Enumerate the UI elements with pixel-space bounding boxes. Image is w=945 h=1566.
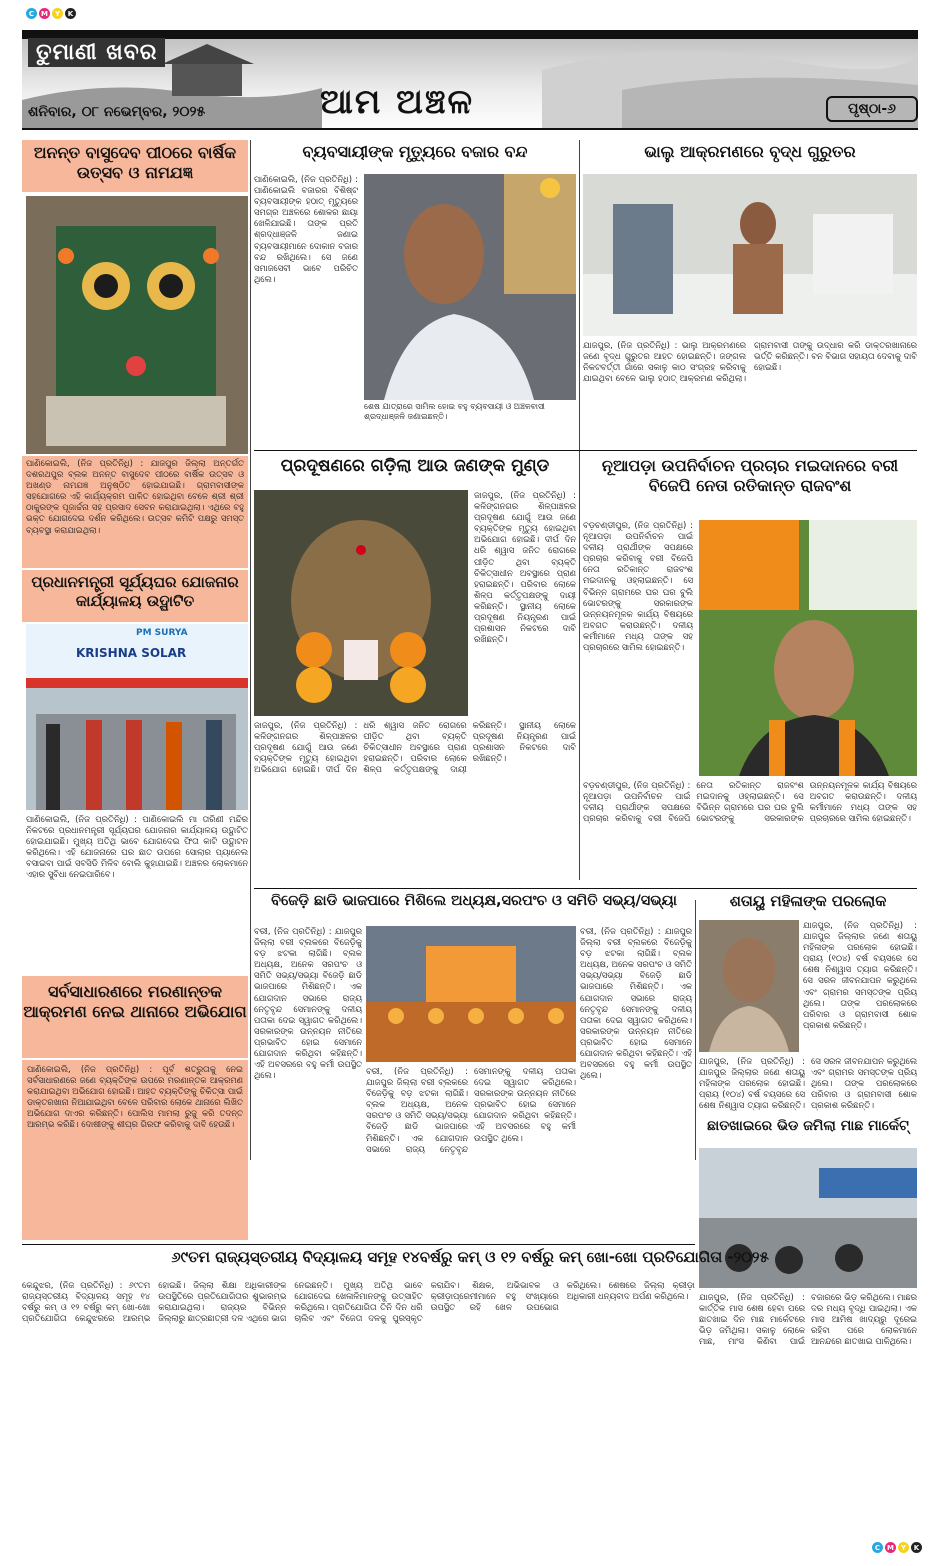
story11-headline: ୬୯ତମ ରାଜ୍ୟସ୍ତରୀୟ ବିଦ୍ୟାଳୟ ସମୂହ ୧୪ବର୍ଷରୁ କମ୍ ଓ ୧୨ ବର୍ଷରୁ କମ୍ ଖୋ-ଖୋ ପ୍ରତିଯୋଗିତା -୨୦୨୫: [171, 1248, 769, 1266]
story8-headline: ବିଜେଡ଼ି ଛାଡି ଭାଜପାରେ ମିଶିଲେ ଅଧ୍ୟକ୍ଷ,ସରପଂଚ ଓ ସମିତି ସଭ୍ୟ/ସଭ୍ୟା: [271, 893, 677, 909]
story7-body-col1: ବଡ଼ଚଣ୍ଡୀପୁର, (ନିଜ ପ୍ରତିନିଧି) : ନୂଆପଡ଼ା ଉପନିର୍ବାଚନ ପାଇଁ ଦଳୀୟ ପ୍ରାର୍ଥୀଙ୍କ ସପକ୍ଷରେ ପ୍ରଚାର କରିବାକୁ ବରୀ ବିଜେପି ନେତା ରତିକାନ୍ତ ରାଜବଂଶ ମଇଦାନକୁ ଓହ୍ଲାଇଛନ୍ତି। ସେ ବିଭିନ୍ନ ଗ୍ରାମରେ ଘର ଘର ବୁଲି ଭୋଟରଙ୍କୁ ସରକାରଙ୍କ ଉନ୍ନୟନମୂଳକ କାର୍ଯ୍ୟ ବିଷୟରେ ଅବଗତ କରାଉଛନ୍ତି। ଦଳୀୟ କର୍ମୀମାନେ ମଧ୍ୟ ତାଙ୍କ ସହ ପ୍ରଚାରରେ ସାମିଲ ହୋଇଛନ୍ତି।: [583, 520, 693, 653]
story7-headline: ନୂଆପଡ଼ା ଉପନିର୍ବାଚନ ପ୍ରଚାର ମଇଦାନରେ ବରୀ ବିଜେପି ନେତା ରତିକାନ୍ତ ରାଜବଂଶ: [601, 456, 899, 495]
story9-body-col2: ଯାଜପୁର, (ନିଜ ପ୍ରତିନିଧି) : ଯାଜପୁର ଜିଲ୍ଲାର ଜଣେ ଶତାୟୁ ମହିଳାଙ୍କ ପରଲୋକ ହୋଇଛି। ପ୍ରାୟ (୧୦୪) ବର୍ଷ ବୟସରେ ସେ ଶେଷ ନିଶ୍ୱାସ ତ୍ୟାଗ କରିଛନ୍ତି। ସେ ସରଳ ଜୀବନଯାପନ କରୁଥିଲେ ଏବଂ ଗ୍ରାମର ସମସ୍ତଙ୍କ ପ୍ରିୟ ଥିଲେ। ତାଙ୍କ ପରଲୋକରେ ପରିବାର ଓ ଗ୍ରାମବାସୀ ଶୋକ ପ୍ରକାଶ କରିଛନ୍ତି।: [803, 920, 917, 1030]
story8-body: ବରୀ, (ନିଜ ପ୍ରତିନିଧି) : ଯାଜପୁର ଜିଲ୍ଲା ବରୀ ବ୍ଲକରେ ବିଜେଡ଼ିକୁ ବଡ଼ ଝଟକା ଲାଗିଛି। ବ୍ଲକ ଅଧ୍ୟକ୍ଷ, ଅନେକ ସରପଂଚ ଓ ସମିତି ସଭ୍ୟ/ସଭ୍ୟା ବିଜେଡ଼ି ଛାଡି ଭାଜପାରେ ମିଶିଛନ୍ତି। ଏକ ଯୋଗଦାନ ସଭାରେ ରାଜ୍ୟ ନେତୃବୃନ୍ଦ ସେମାନଙ୍କୁ ଦଳୀୟ ପତାକା ଦେଇ ସ୍ୱାଗତ କରିଥିଲେ। ସରକାରଙ୍କ ଉନ୍ନୟନ ନୀତିରେ ପ୍ରଭାବିତ ହୋଇ ସେମାନେ ଯୋଗଦାନ କରିଥିବା କହିଛନ୍ତି। ଏହି ଅବସରରେ ବହୁ କର୍ମୀ ଉପସ୍ଥିତ ଥିଲେ।: [366, 1066, 576, 1154]
story5-body: ଯାଜପୁର, (ନିଜ ପ୍ରତିନିଧି) : ଭାଲୁ ଆକ୍ରମଣରେ ଜଣେ ବୃଦ୍ଧ ଗୁରୁତର ଆହତ ହୋଇଛନ୍ତି। ଜଙ୍ଗଲ ନିକଟବର୍ତ୍ତୀ ଗାଁରେ ସକାଳୁ କାଠ ସଂଗ୍ରହ କରିବାକୁ ଯାଇଥିବା ବେଳେ ଭାଲୁ ହଠାତ୍ ଆକ୍ରମଣ କରିଥିଲା। ଗ୍ରାମବାସୀ ତାଙ୍କୁ ଉଦ୍ଧାର କରି ଡାକ୍ତରଖାନାରେ ଭର୍ତ୍ତି କରିଛନ୍ତି। ବନ ବିଭାଗ ସହାୟତା ଦେବାକୁ ଦାବି ହୋଇଛି।: [583, 340, 917, 384]
cmyk-marks-top: [26, 8, 76, 19]
story7-body: ବଡ଼ଚଣ୍ଡୀପୁର, (ନିଜ ପ୍ରତିନିଧି) : ନୂଆପଡ଼ା ଉପନିର୍ବାଚନ ପାଇଁ ଦଳୀୟ ପ୍ରାର୍ଥୀଙ୍କ ସପକ୍ଷରେ ପ୍ରଚାର କରିବାକୁ ବରୀ ବିଜେପି ନେତା ରତିକାନ୍ତ ରାଜବଂଶ ମଇଦାନକୁ ଓହ୍ଲାଇଛନ୍ତି। ସେ ବିଭିନ୍ନ ଗ୍ରାମରେ ଘର ଘର ବୁଲି ଭୋଟରଙ୍କୁ ସରକାରଙ୍କ ଉନ୍ନୟନମୂଳକ କାର୍ଯ୍ୟ ବିଷୟରେ ଅବଗତ କରାଉଛନ୍ତି। ଦଳୀୟ କର୍ମୀମାନେ ମଧ୍ୟ ତାଙ୍କ ସହ ପ୍ରଚାରରେ ସାମିଲ ହୋଇଛନ୍ତି।: [583, 780, 917, 824]
story3-headline: ସର୍ବସାଧାରଣରେ ମରଣାନ୍ତକ ଆକ୍ରମଣ ନେଇ ଥାନାରେ ଅଭିଯୋଗ: [22, 976, 248, 1058]
newspaper-title: ତୁମାଣୀ ଖବର: [28, 38, 165, 67]
story1-body: ପାଣିକୋଇଲି, (ନିଜ ପ୍ରତିନିଧି) : ଯାଜପୁର ଜିଲ୍ଲା ଅନ୍ତର୍ଗତ ଦଶରଥପୁର ବ୍ଲକ ଅନନ୍ତ ବାସୁଦେବ ପୀଠରେ ବାର୍ଷିକ ଉତ୍ସବ ଓ ଅଖଣ୍ଡ ନାମଯଜ୍ଞ ଅନୁଷ୍ଠିତ ହୋଇଯାଇଛି। ଗ୍ରାମବାସୀଙ୍କ ସହଯୋଗରେ ଏହି କାର୍ଯ୍ୟକ୍ରମ ପାଳିତ ହୋଇଥିବା ବେଳେ ଶ୍ରୀ ଶ୍ରୀ ଠାକୁରଙ୍କ ପୂଜାର୍ଚ୍ଚନା ସହ ପ୍ରସାଦ ସେବନ କରାଯାଇଥିଲା। ଏଥିରେ ବହୁ ଭକ୍ତ ଯୋଗଦେଇ ଦର୍ଶନ କରିଥିଲେ। ଉତ୍ସବ କମିଟି ପକ୍ଷରୁ ସମସ୍ତ ବ୍ୟବସ୍ଥା କରାଯାଇଥିଲା।: [22, 456, 248, 568]
story8-body-col3: ବରୀ, (ନିଜ ପ୍ରତିନିଧି) : ଯାଜପୁର ଜିଲ୍ଲା ବରୀ ବ୍ଲକରେ ବିଜେଡ଼ିକୁ ବଡ଼ ଝଟକା ଲାଗିଛି। ବ୍ଲକ ଅଧ୍ୟକ୍ଷ, ଅନେକ ସରପଂଚ ଓ ସମିତି ସଭ୍ୟ/ସଭ୍ୟା ବିଜେଡ଼ି ଛାଡି ଭାଜପାରେ ମିଶିଛନ୍ତି। ଏକ ଯୋଗଦାନ ସଭାରେ ରାଜ୍ୟ ନେତୃବୃନ୍ଦ ସେମାନଙ୍କୁ ଦଳୀୟ ପତାକା ଦେଇ ସ୍ୱାଗତ କରିଥିଲେ। ସରକାରଙ୍କ ଉନ୍ନୟନ ନୀତିରେ ପ୍ରଭାବିତ ହୋଇ ସେମାନେ ଯୋଗଦାନ କରିଥିବା କହିଛନ୍ତି। ଏହି ଅବସରରେ ବହୁ କର୍ମୀ ଉପସ୍ଥିତ ଥିଲେ।: [580, 926, 692, 1081]
story8-photo: [366, 926, 576, 1062]
cmyk-y: Y: [52, 8, 63, 19]
cmyk-y: Y: [898, 1542, 909, 1553]
story4-headline: ବ୍ୟବସାୟୀଙ୍କ ମୃତ୍ୟୁରେ ବଜାର ବନ୍ଦ: [302, 142, 528, 161]
story6-headline: ପ୍ରଦୂଷଣରେ ଗଡ଼ିଲା ଆଉ ଜଣଙ୍କ ମୁଣ୍ଡ: [280, 456, 550, 476]
story9-headline: ଶତାୟୁ ମହିଳାଙ୍କ ପରଲୋକ: [729, 892, 887, 910]
story6-photo: [254, 490, 468, 716]
column-rule: [695, 900, 696, 1160]
story2-body: ପାଣିକୋଇଲି, (ନିଜ ପ୍ରତିନିଧି) : ପାଣିକୋଇଲି ମା ତାରିଣୀ ମନ୍ଦିର ନିକଟରେ ପ୍ରଧାନମନ୍ତ୍ରୀ ସୂର୍ଯ୍ୟଘର ଯୋଜନାର କାର୍ଯ୍ୟାଳୟ ଉଦ୍ଘାଟିତ ହୋଇଯାଇଛି। ମୁଖ୍ୟ ଅତିଥି ଭାବେ ଯୋଗଦେଇ ଫିତା କାଟି ଉଦ୍ଘାଟନ କରିଥିଲେ। ଏହି ଯୋଜନାରେ ଘର ଛାତ ଉପରେ ସୋଲାର ପ୍ୟାନେଲ ବସାଇବା ପାଇଁ ସବସିଡି ମିଳିବ ବୋଲି କୁହାଯାଇଛି। ଅଞ୍ଚଳର ଲୋକମାନେ ଏହାର ସୁବିଧା ନେଇପାରିବେ।: [26, 814, 248, 880]
issue-date: ଶନିବାର, ୦୮ ନଭେମ୍ବର, ୨୦୨୫: [28, 104, 206, 120]
row-divider: [22, 1244, 695, 1245]
story2-photo: [26, 624, 248, 810]
story7-photo: [699, 520, 917, 776]
row-divider: [254, 888, 917, 889]
column-rule: [250, 140, 251, 1160]
cmyk-c: C: [872, 1542, 883, 1553]
story1-photo: [26, 196, 248, 454]
story10-body: ଯାଜପୁର, (ନିଜ ପ୍ରତିନିଧି) : କାର୍ତ୍ତିକ ମାସ ଶେଷ ହେବା ପରେ ଛାତଖାଇ ଦିନ ମାଛ ମାର୍କେଟରେ ଭିଡ଼ ଜମିଥିଲା। ସକାଳୁ ଲୋକେ ମାଛ, ମାଂସ କିଣିବା ପାଇଁ ବଜାରରେ ଭିଡ଼ କରିଥିଲେ। ମାଛର ଦର ମଧ୍ୟ ବୃଦ୍ଧି ପାଇଥିଲା। ଏକ ମାସ ଆମିଷ ଖାଦ୍ୟରୁ ଦୂରେଇ ରହିବା ପରେ ଲୋକମାନେ ଆନନ୍ଦରେ ଛାତଖାଇ ପାଳିଥିଲେ।: [699, 1292, 917, 1347]
story1-headline: ଅନନ୍ତ ବାସୁଦେବ ପୀଠରେ ବାର୍ଷିକ ଉତ୍ସବ ଓ ନାମଯଜ୍ଞ: [22, 140, 248, 192]
story9-body: ଯାଜପୁର, (ନିଜ ପ୍ରତିନିଧି) : ଯାଜପୁର ଜିଲ୍ଲାର ଜଣେ ଶତାୟୁ ମହିଳାଙ୍କ ପରଲୋକ ହୋଇଛି। ପ୍ରାୟ (୧୦୪) ବର୍ଷ ବୟସରେ ସେ ଶେଷ ନିଶ୍ୱାସ ତ୍ୟାଗ କରିଛନ୍ତି। ସେ ସରଳ ଜୀବନଯାପନ କରୁଥିଲେ ଏବଂ ଗ୍ରାମର ସମସ୍ତଙ୍କ ପ୍ରିୟ ଥିଲେ। ତାଙ୍କ ପରଲୋକରେ ପରିବାର ଓ ଗ୍ରାମବାସୀ ଶୋକ ପ୍ରକାଶ କରିଛନ୍ତି।: [699, 1056, 917, 1111]
banner-text-1: PM SURYA: [136, 628, 188, 638]
story10-headline: ଛାତଖାଇରେ ଭିଡ ଜମିଲା ମାଛ ମାର୍କେଟ୍: [707, 1118, 909, 1134]
cmyk-marks-bottom: [872, 1542, 922, 1553]
banner-text-2: KRISHNA SOLAR: [76, 646, 187, 660]
story6-body: ଜାଜପୁର, (ନିଜ ପ୍ରତିନିଧି) : କଳିଙ୍ଗନଗର ଶିଳ୍ପାଞ୍ଚଳର ପ୍ରଦୂଷଣ ଯୋଗୁଁ ଆଉ ଜଣେ ବ୍ୟକ୍ତିଙ୍କ ମୃତ୍ୟୁ ହୋଇଥିବା ଅଭିଯୋଗ ହୋଇଛି। ଦୀର୍ଘ ଦିନ ଧରି ଶ୍ୱାସ ଜନିତ ରୋଗରେ ପୀଡ଼ିତ ଥିବା ବ୍ୟକ୍ତି ଚିକିତ୍ସାଧୀନ ଅବସ୍ଥାରେ ପ୍ରାଣ ହରାଇଛନ୍ତି। ପରିବାର ଲୋକେ ଶିଳ୍ପ କର୍ତ୍ତୃପକ୍ଷଙ୍କୁ ଦାୟୀ କରିଛନ୍ତି। ସ୍ଥାନୀୟ ଲୋକେ ପ୍ରଦୂଷଣ ନିୟନ୍ତ୍ରଣ ପାଇଁ ପ୍ରଶାସନ ନିକଟରେ ଦାବି ରଖିଛନ୍ତି।: [254, 720, 576, 775]
cmyk-k: K: [911, 1542, 922, 1553]
story4-photo: [364, 174, 576, 400]
column-rule: [579, 140, 580, 880]
story4-body: ପାଣିକୋଇଲି, (ନିଜ ପ୍ରତିନିଧି) : ପାଣିକୋଇଲି ବଜାରର ବିଶିଷ୍ଟ ବ୍ୟବସାୟୀଙ୍କ ହଠାତ୍ ମୃତ୍ୟୁରେ ସମଗ୍ର ଅଞ୍ଚଳରେ ଶୋକର ଛାୟା ଖେଳିଯାଇଛି। ତାଙ୍କ ପ୍ରତି ଶ୍ରଦ୍ଧାଞ୍ଜଳି ଜଣାଇ ବ୍ୟବସାୟୀମାନେ ଦୋକାନ ବଜାର ବନ୍ଦ ରଖିଥିଲେ। ସେ ଜଣେ ସମାଜସେବୀ ଭାବେ ପରିଚିତ ଥିଲେ।: [254, 174, 358, 284]
story5-photo: [583, 174, 917, 336]
story2-headline: ପ୍ରଧାନମନ୍ତ୍ରୀ ସୂର୍ଯ୍ୟଘର ଯୋଜନାର କାର୍ଯ୍ୟାଳୟ ଉଦ୍ଘାଟିତ: [22, 570, 248, 622]
story6-body-col1: ଜାଜପୁର, (ନିଜ ପ୍ରତିନିଧି) : କଳିଙ୍ଗନଗର ଶିଳ୍ପାଞ୍ଚଳର ପ୍ରଦୂଷଣ ଯୋଗୁଁ ଆଉ ଜଣେ ବ୍ୟକ୍ତିଙ୍କ ମୃତ୍ୟୁ ହୋଇଥିବା ଅଭିଯୋଗ ହୋଇଛି। ଦୀର୍ଘ ଦିନ ଧରି ଶ୍ୱାସ ଜନିତ ରୋଗରେ ପୀଡ଼ିତ ଥିବା ବ୍ୟକ୍ତି ଚିକିତ୍ସାଧୀନ ଅବସ୍ଥାରେ ପ୍ରାଣ ହରାଇଛନ୍ତି। ପରିବାର ଲୋକେ ଶିଳ୍ପ କର୍ତ୍ତୃପକ୍ଷଙ୍କୁ ଦାୟୀ କରିଛନ୍ତି। ସ୍ଥାନୀୟ ଲୋକେ ପ୍ରଦୂଷଣ ନିୟନ୍ତ୍ରଣ ପାଇଁ ପ୍ରଶାସନ ନିକଟରେ ଦାବି ରଖିଛନ୍ତି।: [474, 490, 576, 645]
masthead-divider: [22, 128, 918, 130]
page-number: ପୃଷ୍ଠା-୬: [826, 96, 918, 122]
story5-headline: ଭାଲୁ ଆକ୍ରମଣରେ ବୃଦ୍ଧ ଗୁରୁତର: [644, 142, 856, 161]
story4-caption: ଶେଷ ଯାତ୍ରାରେ ସାମିଲ ହୋଇ ବହୁ ବ୍ୟବସାୟୀ ଓ ଅଞ୍ଚଳବାସୀ ଶ୍ରଦ୍ଧାଞ୍ଜଳି ଜଣାଇଛନ୍ତି।: [364, 402, 545, 422]
row-divider: [254, 450, 917, 451]
story11-body: କେନ୍ଦୁଝର, (ନିଜ ପ୍ରତିନିଧି) : ୬୯ତମ ରାଜ୍ୟସ୍ତରୀୟ ବିଦ୍ୟାଳୟ ସମୂହ ୧୪ ବର୍ଷରୁ କମ୍ ଓ ୧୨ ବର୍ଷରୁ କମ୍ ଖୋ-ଖୋ ପ୍ରତିଯୋଗିତା କେନ୍ଦୁଝରରେ ଆରମ୍ଭ ହୋଇଛି। ଜିଲ୍ଲା ଶିକ୍ଷା ଅଧିକାରୀଙ୍କ ଉପସ୍ଥିତିରେ ପ୍ରତିଯୋଗିତାର ଶୁଭାରମ୍ଭ କରାଯାଇଥିଲା। ରାଜ୍ୟର ବିଭିନ୍ନ ଜିଲ୍ଲାରୁ ଛାତ୍ରଛାତ୍ରୀ ଦଳ ଏଥିରେ ଭାଗ ନେଇଛନ୍ତି। ମୁଖ୍ୟ ଅତିଥି ଭାବେ ଯୋଗଦେଇ ଖେଳାଳିମାନଙ୍କୁ ଉତ୍ସାହିତ କରିଥିଲେ। ପ୍ରତିଯୋଗିତା ତିନି ଦିନ ଧରି ଚାଲିବ ଏବଂ ବିଜେତା ଦଳକୁ ପୁରସ୍କୃତ କରାଯିବ। ଶିକ୍ଷକ, ଅଭିଭାବକ ଓ କ୍ରୀଡ଼ାପ୍ରେମୀମାନେ ବହୁ ସଂଖ୍ୟାରେ ଉପସ୍ଥିତ ରହି ଖେଳ ଉପଭୋଗ କରିଥିଲେ। ଶେଷରେ ଜିଲ୍ଲା କ୍ରୀଡ଼ା ଅଧିକାରୀ ଧନ୍ୟବାଦ ଅର୍ପଣ କରିଥିଲେ।: [22, 1280, 695, 1324]
cmyk-m: M: [885, 1542, 896, 1553]
section-title: ଆମ ଅଞ୍ଚଳ: [320, 82, 475, 122]
cmyk-k: K: [65, 8, 76, 19]
cmyk-m: M: [39, 8, 50, 19]
story9-photo: [699, 920, 799, 1052]
story8-body-col1: ବରୀ, (ନିଜ ପ୍ରତିନିଧି) : ଯାଜପୁର ଜିଲ୍ଲା ବରୀ ବ୍ଲକରେ ବିଜେଡ଼ିକୁ ବଡ଼ ଝଟକା ଲାଗିଛି। ବ୍ଲକ ଅଧ୍ୟକ୍ଷ, ଅନେକ ସରପଂଚ ଓ ସମିତି ସଭ୍ୟ/ସଭ୍ୟା ବିଜେଡ଼ି ଛାଡି ଭାଜପାରେ ମିଶିଛନ୍ତି। ଏକ ଯୋଗଦାନ ସଭାରେ ରାଜ୍ୟ ନେତୃବୃନ୍ଦ ସେମାନଙ୍କୁ ଦଳୀୟ ପତାକା ଦେଇ ସ୍ୱାଗତ କରିଥିଲେ। ସରକାରଙ୍କ ଉନ୍ନୟନ ନୀତିରେ ପ୍ରଭାବିତ ହୋଇ ସେମାନେ ଯୋଗଦାନ କରିଥିବା କହିଛନ୍ତି। ଏହି ଅବସରରେ ବହୁ କର୍ମୀ ଉପସ୍ଥିତ ଥିଲେ।: [254, 926, 362, 1081]
story3-body: ପାଣିକୋଇଲି, (ନିଜ ପ୍ରତିନିଧି) : ପୂର୍ବ ଶତ୍ରୁତାକୁ ନେଇ ସର୍ବସାଧାରଣରେ ଜଣେ ବ୍ୟକ୍ତିଙ୍କ ଉପରେ ମରଣାନ୍ତକ ଆକ୍ରମଣ କରାଯାଇଥିବା ଅଭିଯୋଗ ହୋଇଛି। ଆହତ ବ୍ୟକ୍ତିଙ୍କୁ ଚିକିତ୍ସା ପାଇଁ ଡାକ୍ତରଖାନା ନିଆଯାଇଥିବା ବେଳେ ପରିବାର ଲୋକେ ଥାନାରେ ଲିଖିତ ଅଭିଯୋଗ ଦାଏର କରିଛନ୍ତି। ପୋଲିସ ମାମଲା ରୁଜୁ କରି ତଦନ୍ତ ଆରମ୍ଭ କରିଛି। ଦୋଷୀଙ୍କୁ ଶୀଘ୍ର ଗିରଫ କରିବାକୁ ଦାବି ହେଉଛି।: [22, 1060, 248, 1240]
cmyk-c: C: [26, 8, 37, 19]
